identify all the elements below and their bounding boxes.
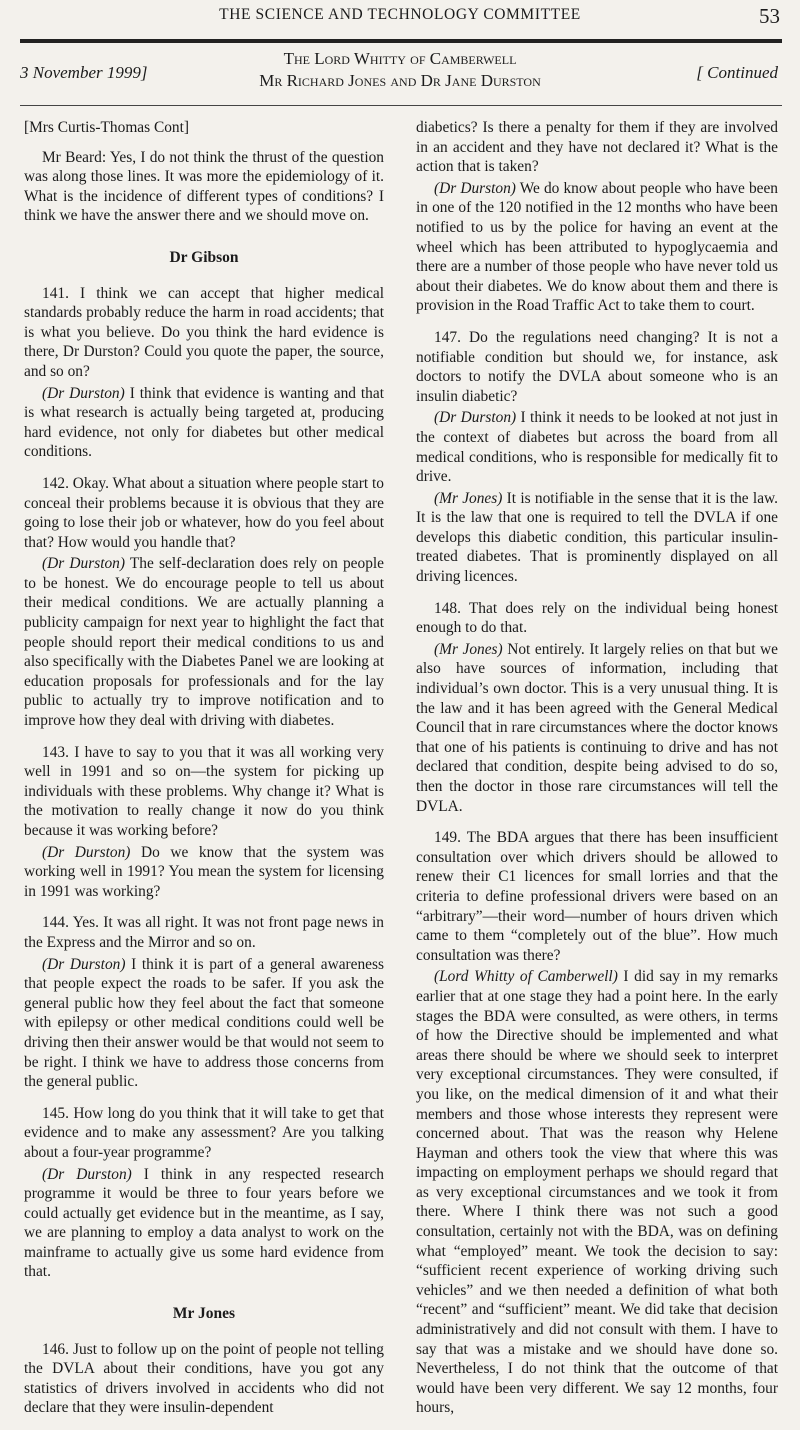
- question-142: 142. Okay. What about a situation where people start to conceal their problems because it is obvious that they are going to lose their job or whatever, how do you feel about that? How would you handle that?: [24, 474, 384, 551]
- answer-text: We do know about people who have been in one of the 120 notified in the 12 months who have been notified to us by the police for having an event at the wheel which has been attributed to hypoglycaemia and there are a number of those people who have never told us about their diabetes. We do know about them and there is provision in the Road Traffic Act to take them to court.: [416, 179, 778, 315]
- left-column: [24, 118, 384, 1420]
- question-143: 143. I have to say to you that it was all working very well in 1991 and so on—the system for picking up individuals with these problems. Why change it? What is the motivation to really change it now do you think because it was working before?: [24, 743, 384, 839]
- question-144: 144. Yes. It was all right. It was not front page news in the Express and the Mirror and so on.: [24, 914, 384, 951]
- running-title: THE SCIENCE AND TECHNOLOGY COMMITTEE: [219, 6, 581, 23]
- answer-speaker: (Dr Durston): [42, 1165, 132, 1183]
- answer-145: [24, 1165, 384, 1283]
- question-145: 145. How long do you think that it will take to get that evidence and to make any assessment? Are you talking about a four-year programme?: [24, 1104, 384, 1161]
- session-date: 3 November 1999]: [20, 63, 148, 82]
- question-141: 141. I think we can accept that higher medical standards probably reduce the harm in road accidents; that is what you believe. Do you think the hard evidence is there, Dr Durston? Could you quote the paper, the source, and so on?: [24, 284, 384, 380]
- answer-speaker: (Mr Jones): [434, 640, 503, 658]
- answer-146: [416, 179, 778, 316]
- witness-block: [0, 48, 800, 92]
- continued-label: [ Continued: [696, 63, 778, 82]
- right-column: [416, 118, 778, 1430]
- answer-148: [416, 640, 778, 816]
- answer-speaker: (Mr Jones): [434, 489, 503, 507]
- answer-speaker: (Dr Durston): [434, 409, 517, 427]
- continuation-label: [Mrs Curtis-Thomas Cont]: [24, 119, 190, 136]
- answer-speaker: (Dr Durston): [42, 555, 125, 573]
- question-146: 146. Just to follow up on the point of people not telling the DVLA about their conditions, have you got any statistics of drivers involved in accidents who did not declare that they were insulin-dependent: [24, 1340, 384, 1417]
- answer-text: I think it is part of a general awareness that people expect the roads to be safer. If you ask the general public how they feel about the fact that someone with epilepsy or other medical conditions could well be driving then their answer would be that would not seem to be right. I think we have to address those concerns from the general public.: [24, 955, 384, 1091]
- answer-147-jones: [416, 489, 778, 587]
- header-rule: [20, 105, 782, 106]
- answer-141: [24, 384, 384, 462]
- answer-text: Do we know that the system was working well in 1991? You mean the system for licensing in 1991 was working?: [24, 843, 384, 900]
- question-146-continued: diabetics? Is there a penalty for them if they are involved in an accident and they have not declared it? What is the action that is taken?: [416, 119, 778, 176]
- witness-line-1: The Lord Whitty of Camberwell: [283, 49, 517, 68]
- page-number: 53: [759, 4, 780, 28]
- answer-149: [416, 967, 778, 1418]
- answer-143: [24, 843, 384, 902]
- answer-speaker: (Dr Durston): [42, 955, 126, 973]
- question-147: 147. Do the regulations need changing? It is not a notifiable condition but should we, for instance, ask doctors to notify the DVLA about someone who is an insulin diabetic?: [416, 328, 778, 405]
- answer-text: Not entirely. It largely relies on that but we also have sources of information, including that individual’s own doctor. This is a very unusual thing. It is the law and it has been agreed with the General Medical Council that in rare circumstances where the doctor knows that one of his patients is continuing to drive and has not declared that condition, despite being advised to do so, then the doctor in those rare circumstances will tell the DVLA.: [416, 640, 778, 815]
- answer-text: I think in any respected research programme it would be three to four years before we could actually get evidence but in the meantime, as I say, we are planning to employ a data analyst to work on the mainframe to actually give us some hard evidence from that.: [24, 1165, 384, 1281]
- question-148: 148. That does rely on the individual being honest enough to do that.: [416, 599, 778, 637]
- paragraph-mr-beard: Mr Beard: Yes, I do not think the thrust of the question was along those lines. It was more the epidemiology of it. What is the incidence of different types of conditions? I think we have the answer there and we should move on.: [24, 148, 384, 225]
- answer-147-durston: [416, 408, 778, 486]
- answer-speaker: (Lord Whitty of Camberwell): [434, 968, 618, 986]
- question-149: 149. The BDA argues that there has been insufficient consultation over which drivers should be allowed to renew their C1 licences for small lorries and that the criteria to define professional drivers were based on an “arbitrary”—their word—number of hours driven which came to them “completely out of the blue”. How much consultation was there?: [416, 829, 778, 964]
- answer-text: I think it needs to be looked at not just in the context of diabetes but across the board from all medical conditions, who is responsible for medically fit to drive.: [416, 409, 778, 486]
- answer-142: [24, 554, 384, 730]
- speaker-heading-jones: Mr Jones: [172, 1305, 236, 1323]
- answer-text: The self-declaration does rely on people to be honest. We do encourage people to tell us about their medical conditions. We are actually planning a publicity campaign for next year to highlight the fact that people should report their medical conditions to us and also specifically with the Diabetes Panel we are looking at education proposals for professionals and for the lay public to actually try to improve notification and to improve how they deal with driving with diabetes.: [24, 555, 384, 730]
- answer-speaker: (Dr Durston): [42, 384, 125, 402]
- answer-text: It is notifiable in the sense that it is the law. It is the law that one is required to tell the DVLA if one develops this diabetic condition, this particular insulin-treated diabetes. That is prominently displayed on all driving licences.: [416, 489, 778, 586]
- speaker-heading-gibson: Dr Gibson: [169, 248, 239, 266]
- answer-speaker: (Dr Durston): [42, 843, 131, 861]
- top-rule: [20, 39, 782, 43]
- answer-144: [24, 955, 384, 1092]
- answer-text: I did say in my remarks earlier that at one stage they had a point here. In the early stages the BDA were consulted, as were others, in terms of how the Directive should be implemented and what areas there should be where we should seek to interpret very exceptional circumstances. They were consulted, if you like, on the medical dimension of it and what their members and those whose interests they represent were concerned about. That was the reason why Helene Hayman and others took the view that where this was impacting on employment perhaps we should regard that as very exceptional circumstances and we took it from there. Where I think there was not such a good consultation, certainly not with the BDA, was on defining what “employed” meant. We took the decision to say: “sufficient recent experience of working driving such vehicles” and we then needed a definition of what both “recent” and “sufficient” meant. We did take that decision administratively and did not consult with them. I have to say that was a mistake and we should have done so. Nevertheless, I do not think that the outcome of that would have been very different. We say 12 months, four hours,: [416, 968, 778, 1417]
- answer-speaker: (Dr Durston): [434, 179, 516, 197]
- witness-line-2: Mr Richard Jones and Dr Jane Durston: [259, 71, 541, 90]
- answer-text: I think that evidence is wanting and that is what research is actually being targeted at, producing hard evidence, not only for diabetes but other medical conditions.: [24, 384, 384, 461]
